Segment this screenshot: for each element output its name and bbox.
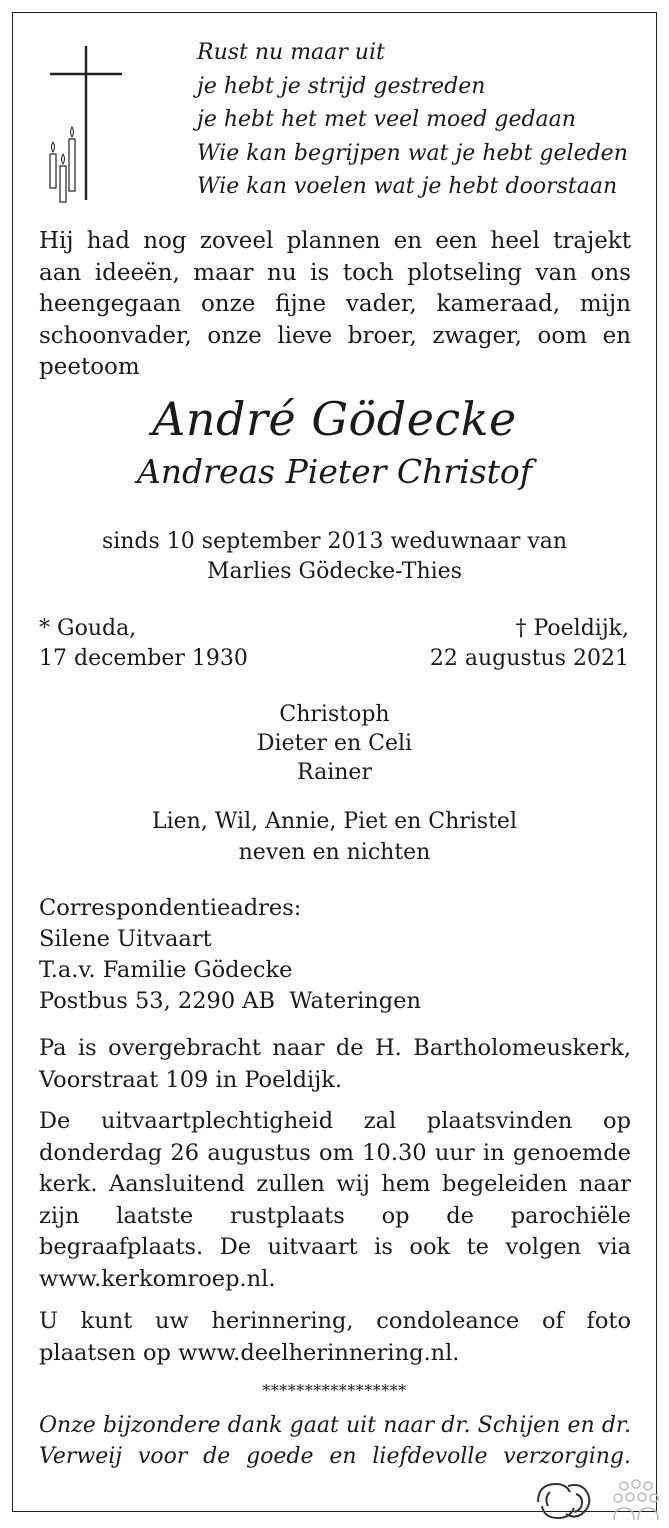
- birth-place: * Gouda,: [39, 616, 137, 641]
- separator: *****************: [262, 1381, 407, 1400]
- poem: [197, 36, 628, 204]
- deceased-name: André Gödecke: [152, 392, 517, 446]
- family-siblings: [0, 806, 669, 868]
- publisher-logo-icon: [528, 1472, 668, 1528]
- poem-line: je hebt je strijd gestreden: [197, 73, 486, 99]
- poem-line: Wie kan begrijpen wat je hebt geleden: [197, 140, 628, 166]
- thanks-text: Onze bijzondere dank gaat uit naar dr. Schijen en dr. Verweij voor de goede en liefdevolle verzorging.: [39, 1413, 631, 1469]
- condolence-paragraph: U kunt uw herinnering, condoleance of foto plaatsen op www.deelherinnering.nl.: [39, 1308, 631, 1366]
- address-line: Silene Uitvaart: [39, 926, 212, 952]
- widower-note: [0, 527, 669, 587]
- death-info: [430, 614, 629, 674]
- intro-text: Hij had nog zoveel plannen en een heel trajekt aan ideeën, maar nu is toch plotseling van ons heengegaan onze fijne vader, kameraad, mijn schoonvader, onze lieve broer, zwager, oom en peetoom: [39, 228, 631, 380]
- widower-line: sinds 10 september 2013 weduwnaar van: [101, 529, 568, 554]
- birth-info: [39, 614, 248, 674]
- cross-candles-icon: [46, 44, 126, 204]
- transfer-paragraph: Pa is overgebracht naar de H. Bartholomeuskerk, Voorstraat 109 in Poeldijk.: [39, 1035, 631, 1093]
- address-line: T.a.v. Familie Gödecke: [39, 957, 293, 983]
- funeral-paragraph: De uitvaartplechtigheid zal plaatsvinden op donderdag 26 augustus om 10.30 uur in genoemde kerk. Aansluitend zullen wij hem begeleiden naar zijn laatste rustplaats op de parochiële begraafplaats. De uitvaart is ook te volgen via www.kerkomroep.nl.: [39, 1108, 631, 1292]
- poem-line: je hebt het met veel moed gedaan: [197, 107, 576, 132]
- family-member: Christoph: [279, 702, 390, 727]
- family-member: neven en nichten: [238, 840, 431, 865]
- death-date: 22 augustus 2021: [429, 646, 629, 671]
- birth-date: 17 december 1930: [39, 646, 248, 671]
- poem-line: Wie kan voelen wat je hebt doorstaan: [197, 174, 618, 199]
- widower-line: Marlies Gödecke-Thies: [207, 559, 462, 584]
- address-line: Postbus 53, 2290 AB Wateringen: [39, 988, 421, 1014]
- address-line: Correspondentieadres:: [39, 895, 302, 921]
- family-member: Dieter en Celi: [256, 731, 413, 756]
- family-member: Lien, Wil, Annie, Piet en Christel: [152, 809, 517, 834]
- family-children: [0, 700, 669, 787]
- deceased-full-name: Andreas Pieter Christof: [136, 452, 533, 491]
- correspondence-address: [39, 893, 421, 1017]
- family-member: Rainer: [297, 760, 372, 785]
- poem-line: Rust nu maar uit: [197, 40, 385, 65]
- death-place: † Poeldijk,: [515, 616, 629, 641]
